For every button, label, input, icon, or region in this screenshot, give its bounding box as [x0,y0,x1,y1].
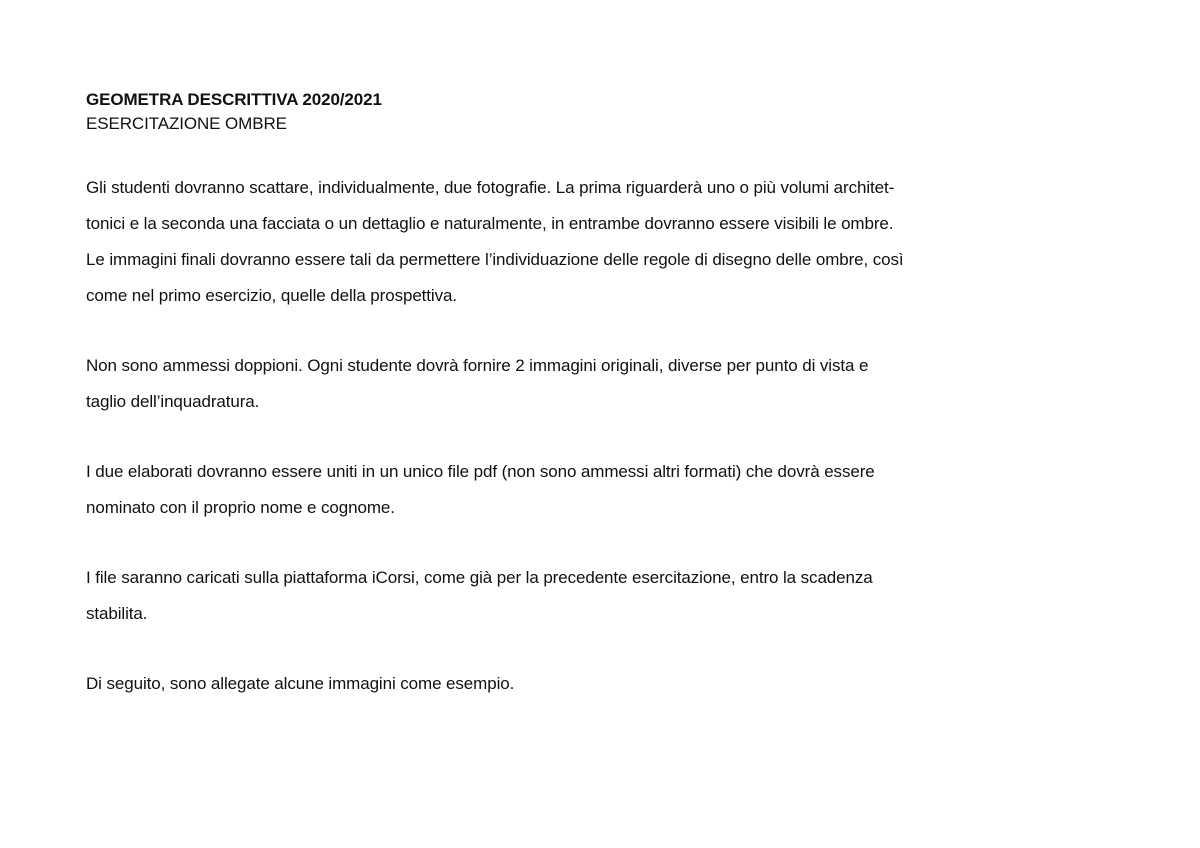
document-subtitle: ESERCITAZIONE OMBRE [86,114,287,133]
paragraph-line: Non sono ammessi doppioni. Ogni studente dovrà fornire 2 immagini originali, diverse per punto di vista e [86,356,869,375]
paragraph-upload [86,560,1116,632]
paragraph-line: I file saranno caricati sulla piattaforma iCorsi, come già per la precedente esercitazione, entro la scadenza [86,568,873,587]
paragraph-line: Le immagini finali dovranno essere tali da permettere l’individuazione delle regole di disegno delle ombre, così [86,250,904,269]
paragraph-line: tonici e la seconda una facciata o un dettaglio e naturalmente, in entrambe dovranno essere visibili le ombre. [86,214,894,233]
paragraph-line: I due elaborati dovranno essere uniti in un unico file pdf (non sono ammessi altri formati) che dovrà essere [86,462,875,481]
paragraph-no-duplicates [86,348,1116,420]
paragraph-line: taglio dell’inquadratura. [86,392,260,411]
paragraph-line: Gli studenti dovranno scattare, individualmente, due fotografie. La prima riguarderà uno o più volumi architet- [86,178,895,197]
paragraph-line: nominato con il proprio nome e cognome. [86,498,395,517]
paragraph-file-format [86,454,1116,526]
document-content [86,88,1116,702]
paragraph-line: Di seguito, sono allegate alcune immagini come esempio. [86,674,515,693]
paragraph-line: come nel primo esercizio, quelle della prospettiva. [86,286,457,305]
paragraph-examples [86,666,1116,702]
paragraph-instructions [86,170,1116,314]
paragraph-line: stabilita. [86,604,148,623]
document-title: GEOMETRA DESCRITTIVA 2020/2021 [86,90,382,109]
